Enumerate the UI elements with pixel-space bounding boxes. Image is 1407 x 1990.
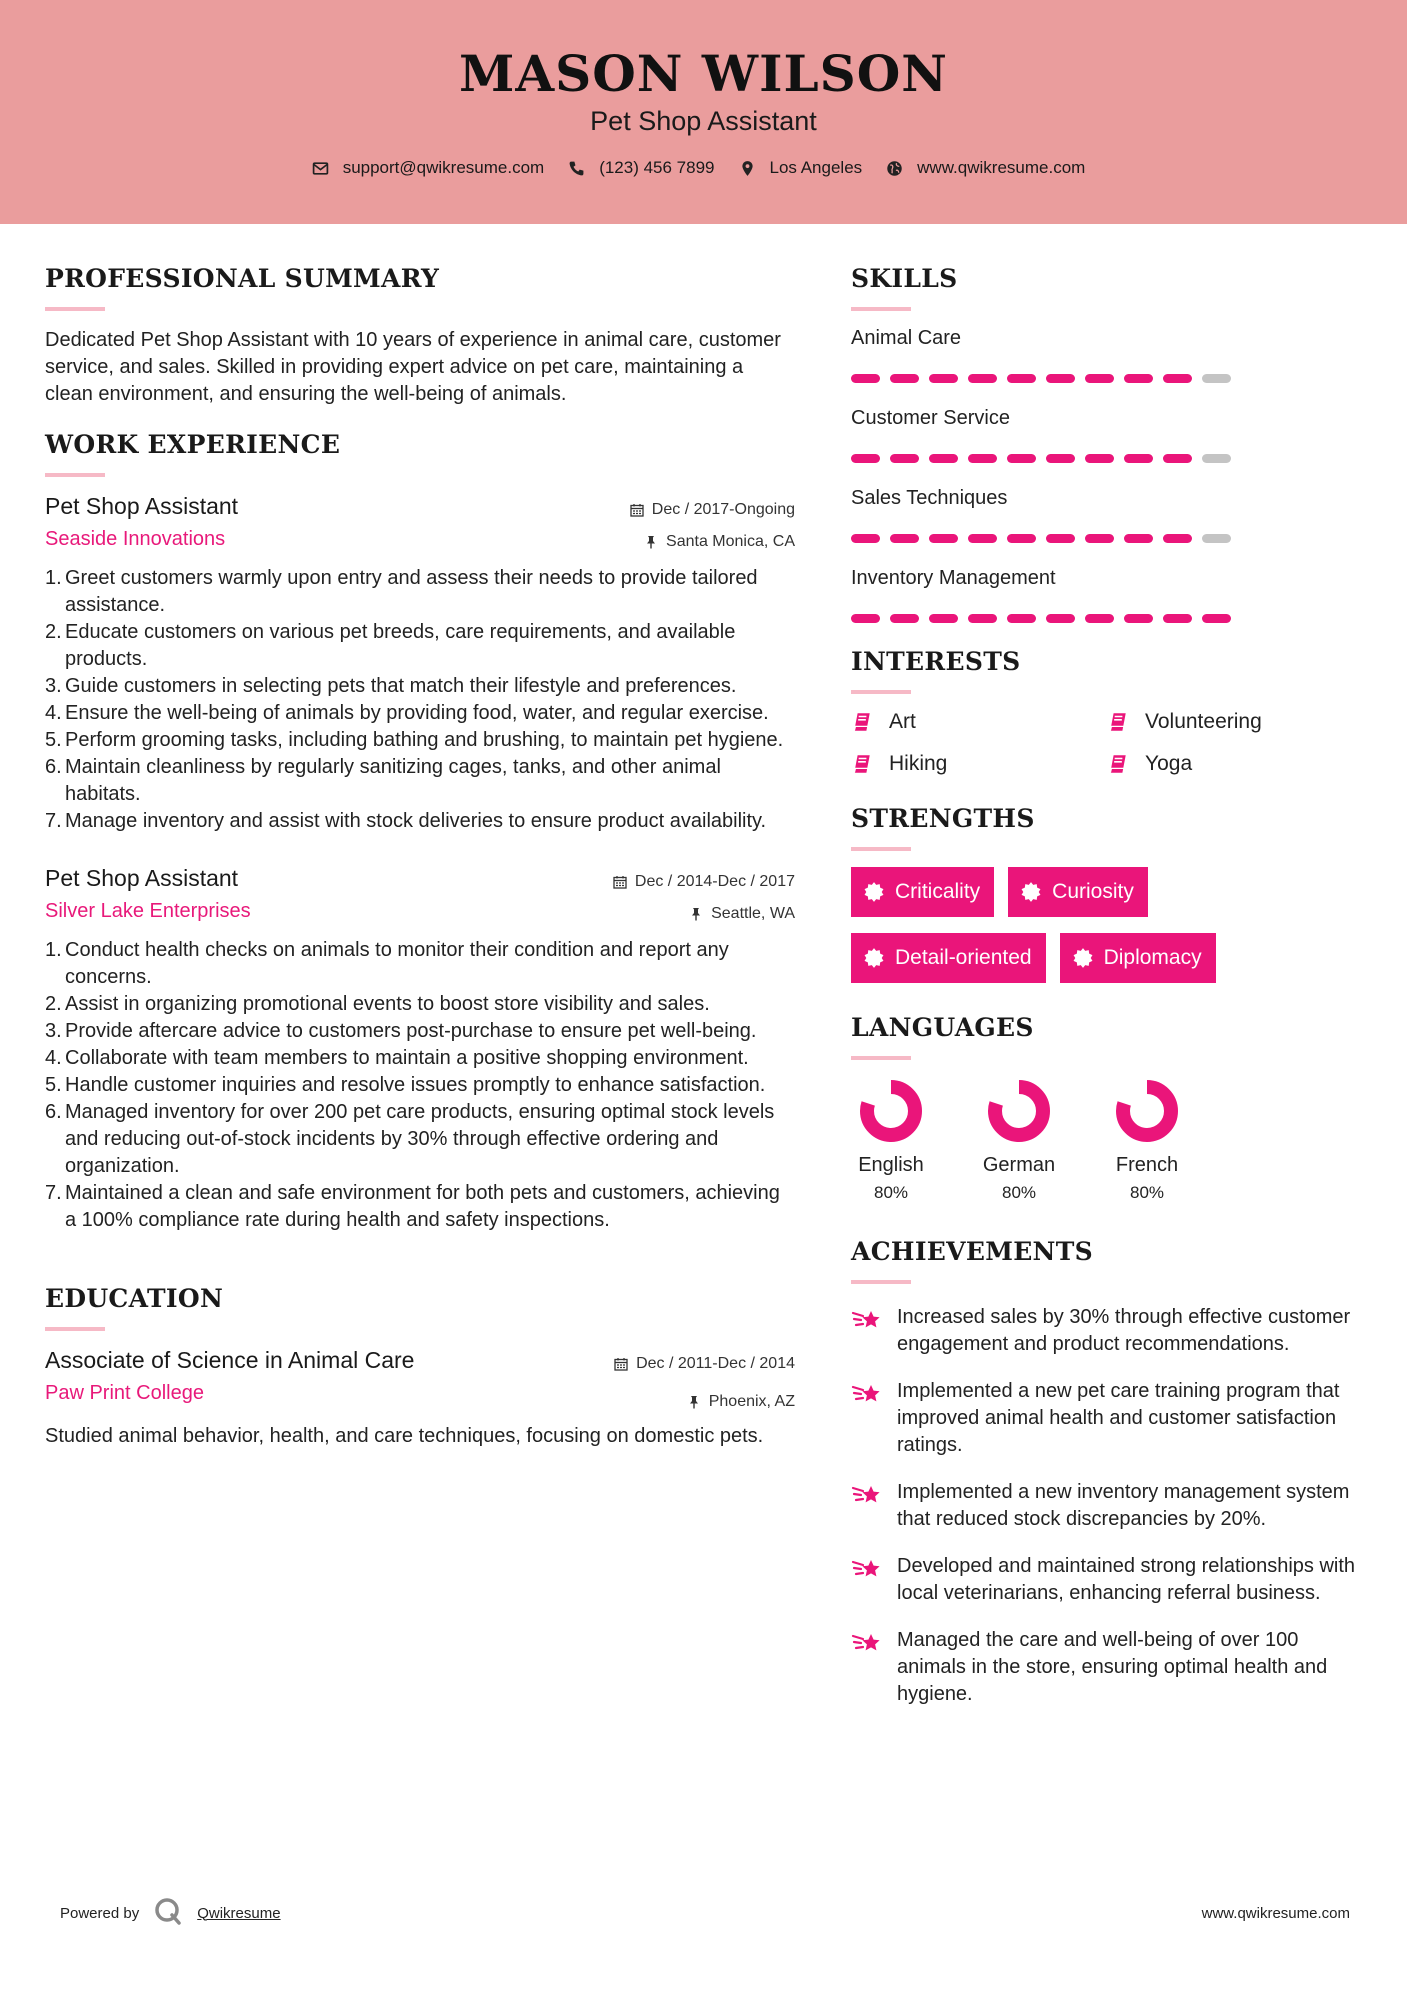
duty-text: Educate customers on various pet breeds, care requirements, and available products.: [65, 621, 736, 670]
skill-segment-filled: [929, 454, 958, 463]
strength-label: Curiosity: [1052, 880, 1134, 903]
skill-segment-filled: [1007, 614, 1036, 623]
skill-segment-filled: [1046, 534, 1075, 543]
summary-section: [45, 264, 795, 408]
job-header: [45, 865, 795, 923]
duty-text: Managed inventory for over 200 pet care products, ensuring optimal stock levels and reducing out-of-stock incidents by 30% through effective ordering and organization.: [65, 1101, 775, 1177]
candidate-name: MASON WILSON: [459, 44, 948, 103]
skill-segment-filled: [1007, 374, 1036, 383]
section-divider: [45, 473, 105, 477]
interest-item: [851, 710, 1107, 734]
job-company: Silver Lake Enterprises: [45, 900, 251, 922]
skill-segment-filled: [968, 454, 997, 463]
skill-segment-filled: [1085, 534, 1114, 543]
book-icon: [1107, 711, 1129, 733]
interests-title: INTERESTS: [851, 647, 1021, 676]
language-percent: 80%: [873, 1183, 909, 1202]
right-column: [851, 264, 1361, 1728]
skill-name: Customer Service: [851, 407, 1010, 429]
strength-chip: [851, 867, 994, 917]
languages-section: [851, 1013, 1361, 1203]
interests-section: [851, 647, 1361, 776]
pushpin-icon: [687, 1395, 701, 1409]
skill-name: Animal Care: [851, 327, 962, 349]
interest-item: [851, 752, 1107, 776]
strength-chip: [1060, 933, 1216, 983]
achievement-text: Developed and maintained strong relationships with local veterinarians, enhancing referral business.: [897, 1555, 1356, 1604]
interest-label: Hiking: [889, 752, 948, 775]
skill-level-bar: [851, 454, 1361, 463]
strengths-title: STRENGTHS: [851, 804, 1035, 833]
section-divider: [851, 847, 911, 851]
interest-item: [1107, 752, 1327, 776]
education-description: Studied animal behavior, health, and care techniques, focusing on domestic pets.: [45, 1425, 764, 1447]
achievement-item: [851, 1627, 1361, 1708]
shooting-star-icon: [851, 1553, 885, 1583]
achievements-section: [851, 1237, 1361, 1708]
badge-icon: [1020, 881, 1042, 903]
strength-label: Diplomacy: [1103, 946, 1202, 969]
skill-segment-filled: [1163, 454, 1192, 463]
interest-label: Volunteering: [1145, 710, 1262, 733]
duty-item: 6. Managed inventory for over 200 pet care products, ensuring optimal stock levels and reducing out-of-stock incidents by 30% through effective ordering and organization.: [45, 1099, 795, 1180]
candidate-role: Pet Shop Assistant: [590, 106, 817, 136]
language-ring-arc: [1123, 1087, 1171, 1135]
summary-title: PROFESSIONAL SUMMARY: [45, 264, 440, 293]
badge-icon: [863, 947, 885, 969]
language-name: English: [858, 1154, 924, 1176]
achievement-text: Managed the care and well-being of over 100 animals in the store, ensuring optimal health and hygiene.: [897, 1629, 1328, 1705]
skill-segment-filled: [1202, 614, 1231, 623]
contact-website[interactable]: [886, 158, 1085, 178]
achievements-title: ACHIEVEMENTS: [851, 1237, 1093, 1266]
languages-list: [851, 1076, 1361, 1203]
shooting-star-icon: [851, 1627, 885, 1657]
language-name: French: [1115, 1154, 1179, 1176]
degree-title: Associate of Science in Animal Care: [45, 1347, 415, 1373]
duty-text: Handle customer inquiries and resolve issues promptly to enhance satisfaction.: [65, 1074, 766, 1096]
language-ring: [984, 1076, 1054, 1146]
duty-item: 5. Handle customer inquiries and resolve issues promptly to enhance satisfaction.: [45, 1072, 795, 1099]
duty-item: 2. Assist in organizing promotional events to boost store visibility and sales.: [45, 991, 795, 1018]
skill-segment-filled: [968, 614, 997, 623]
duty-item: 2. Educate customers on various pet breeds, care requirements, and available products.: [45, 619, 795, 673]
globe-icon: [886, 160, 903, 177]
interest-label: Yoga: [1145, 752, 1193, 775]
language-item: [979, 1076, 1059, 1203]
language-ring-arc: [867, 1087, 915, 1135]
skill-segment-filled: [1046, 614, 1075, 623]
skill-segment-filled: [929, 614, 958, 623]
skill-item: [851, 567, 1361, 623]
school-name: Paw Print College: [45, 1382, 204, 1404]
skill-segment-filled: [851, 454, 880, 463]
job-location-text: Santa Monica, CA: [666, 533, 795, 550]
strength-label: Detail-oriented: [895, 946, 1032, 969]
skill-item: [851, 407, 1361, 463]
language-item: [851, 1076, 931, 1203]
skill-segment-filled: [968, 374, 997, 383]
achievements-list: [851, 1304, 1361, 1708]
duty-text: Greet customers warmly upon entry and assess their needs to provide tailored assistance.: [65, 567, 758, 616]
skill-segment-filled: [851, 614, 880, 623]
job-location-text: Seattle, WA: [711, 905, 795, 922]
skill-name: Inventory Management: [851, 567, 1056, 589]
book-icon: [851, 711, 873, 733]
skill-level-bar: [851, 614, 1361, 623]
education-location-text: Phoenix, AZ: [708, 1393, 795, 1410]
duty-text: Provide aftercare advice to customers post-purchase to ensure pet well-being.: [65, 1020, 757, 1042]
skill-segment-filled: [1163, 614, 1192, 623]
pushpin-icon: [689, 907, 703, 921]
skill-name: Sales Techniques: [851, 487, 1008, 509]
duty-item: 6. Maintain cleanliness by regularly sanitizing cages, tanks, and other animal habitats.: [45, 754, 795, 808]
duty-item: 3. Guide customers in selecting pets that match their lifestyle and preferences.: [45, 673, 795, 700]
job-dates-text: Dec / 2017-Ongoing: [651, 501, 795, 518]
section-divider: [45, 307, 105, 311]
contact-phone[interactable]: [568, 158, 714, 178]
achievement-item: [851, 1479, 1361, 1533]
skill-segment-empty: [1202, 374, 1231, 383]
qwikresume-logo-icon: [153, 1896, 183, 1930]
job-header: [45, 493, 795, 551]
job-title: Pet Shop Assistant: [45, 865, 239, 891]
achievement-item: [851, 1378, 1361, 1459]
skill-segment-filled: [1124, 534, 1153, 543]
skill-segment-filled: [1124, 454, 1153, 463]
duty-item: 7. Maintained a clean and safe environment for both pets and customers, achieving a 100% compliance rate during health and safety inspections.: [45, 1180, 795, 1234]
job-company: Seaside Innovations: [45, 528, 226, 550]
skill-segment-filled: [1046, 374, 1075, 383]
skill-segment-filled: [851, 374, 880, 383]
job-dates-text: Dec / 2014-Dec / 2017: [634, 873, 795, 890]
skill-segment-filled: [968, 534, 997, 543]
pushpin-icon: [644, 535, 658, 549]
skill-segment-filled: [890, 454, 919, 463]
language-percent: 80%: [1001, 1183, 1037, 1202]
education-location: [614, 1393, 795, 1411]
duty-item: 4. Ensure the well-being of animals by providing food, water, and regular exercise.: [45, 700, 795, 727]
resume-header: [0, 0, 1407, 224]
contact-bar: [0, 158, 1407, 178]
skill-segment-filled: [929, 374, 958, 383]
education-dates-text: Dec / 2011-Dec / 2014: [636, 1355, 795, 1372]
website-text: www.qwikresume.com: [917, 158, 1086, 177]
duty-text: Conduct health checks on animals to monitor their condition and report any concerns.: [65, 939, 729, 988]
badge-icon: [863, 881, 885, 903]
email-text: support@qwikresume.com: [342, 158, 545, 177]
skill-segment-filled: [1007, 534, 1036, 543]
skill-level-bar: [851, 374, 1361, 383]
skill-item: [851, 327, 1361, 383]
summary-text: Dedicated Pet Shop Assistant with 10 years of experience in animal care, customer service, and sales. Skilled in providing expert advice on pet care, maintaining a clean environment, and ensuring the well-being of animals.: [45, 329, 781, 405]
duty-text: Ensure the well-being of animals by providing food, water, and regular exercise.: [65, 702, 769, 724]
skill-segment-filled: [1085, 614, 1114, 623]
interest-item: [1107, 710, 1327, 734]
duty-text: Guide customers in selecting pets that match their lifestyle and preferences.: [65, 675, 737, 697]
duty-text: Maintained a clean and safe environment for both pets and customers, achieving a 100% compliance rate during health and safety inspections.: [65, 1182, 780, 1231]
section-divider: [851, 1280, 911, 1284]
duty-text: Assist in organizing promotional events to boost store visibility and sales.: [65, 993, 710, 1015]
location-text: Los Angeles: [769, 158, 863, 177]
skills-title: SKILLS: [851, 264, 958, 293]
map-pin-icon: [739, 160, 756, 177]
job-dates: [613, 873, 795, 891]
strength-chip: [851, 933, 1046, 983]
strengths-section: [851, 804, 1361, 983]
skill-segment-filled: [1163, 374, 1192, 383]
skill-segment-filled: [1085, 374, 1114, 383]
book-icon: [1107, 753, 1129, 775]
strengths-list: [851, 867, 1291, 983]
duty-text: Collaborate with team members to maintain a positive shopping environment.: [65, 1047, 749, 1069]
education-title: EDUCATION: [45, 1284, 224, 1313]
language-ring: [1112, 1076, 1182, 1146]
section-divider: [851, 1056, 911, 1060]
duty-item: 7. Manage inventory and assist with stock deliveries to ensure product availability.: [45, 808, 795, 835]
language-ring: [856, 1076, 926, 1146]
achievement-text: Implemented a new pet care training program that improved animal health and customer satisfaction ratings.: [897, 1380, 1340, 1456]
duty-item: 1. Conduct health checks on animals to monitor their condition and report any concerns.: [45, 937, 795, 991]
calendar-icon: [614, 1357, 628, 1371]
skill-segment-empty: [1202, 534, 1231, 543]
duty-text: Manage inventory and assist with stock deliveries to ensure product availability.: [65, 810, 767, 832]
duty-item: 1. Greet customers warmly upon entry and assess their needs to provide tailored assistance.: [45, 565, 795, 619]
shooting-star-icon: [851, 1479, 885, 1509]
achievement-text: Implemented a new inventory management system that reduced stock discrepancies by 20%.: [897, 1481, 1350, 1530]
achievement-item: [851, 1553, 1361, 1607]
strength-label: Criticality: [895, 880, 981, 903]
duty-text: Perform grooming tasks, including bathing and brushing, to maintain pet hygiene.: [65, 729, 784, 751]
achievement-item: [851, 1304, 1361, 1358]
duty-item: 3. Provide aftercare advice to customers post-purchase to ensure pet well-being.: [45, 1018, 795, 1045]
skills-list: [851, 327, 1361, 623]
job-dates: [630, 501, 795, 519]
job-entry: [45, 865, 795, 1234]
calendar-icon: [613, 875, 627, 889]
skill-segment-filled: [1124, 614, 1153, 623]
skill-segment-filled: [1124, 374, 1153, 383]
language-ring-arc: [995, 1087, 1043, 1135]
work-section: [45, 430, 795, 1234]
book-icon: [851, 753, 873, 775]
skill-item: [851, 487, 1361, 543]
powered-by-label: Powered by: [60, 1904, 140, 1922]
education-section: [45, 1284, 795, 1450]
achievement-text: Increased sales by 30% through effective customer engagement and product recommendations.: [897, 1306, 1351, 1355]
languages-title: LANGUAGES: [851, 1013, 1034, 1042]
education-dates: [614, 1355, 795, 1373]
shooting-star-icon: [851, 1304, 885, 1334]
job-location: [613, 905, 795, 923]
duty-text: Maintain cleanliness by regularly sanitizing cages, tanks, and other animal habitats.: [65, 756, 721, 805]
language-item: [1107, 1076, 1187, 1203]
skill-segment-filled: [890, 534, 919, 543]
powered-by: [60, 1896, 281, 1930]
duty-list: [45, 937, 795, 1234]
skill-segment-empty: [1202, 454, 1231, 463]
section-divider: [851, 690, 911, 694]
interest-label: Art: [889, 710, 916, 733]
duty-item: 5. Perform grooming tasks, including bathing and brushing, to maintain pet hygiene.: [45, 727, 795, 754]
contact-email[interactable]: [312, 158, 545, 178]
section-divider: [45, 1327, 105, 1331]
work-title: WORK EXPERIENCE: [45, 430, 341, 459]
education-header: [45, 1347, 795, 1411]
job-title: Pet Shop Assistant: [45, 493, 239, 519]
footer-website-link[interactable]: www.qwikresume.com: [1201, 1904, 1350, 1922]
contact-location: [739, 158, 863, 178]
section-divider: [851, 307, 911, 311]
page-footer: [60, 1896, 1350, 1930]
brand-link[interactable]: Qwikresume: [197, 1904, 281, 1922]
skill-segment-filled: [890, 614, 919, 623]
skills-section: [851, 264, 1361, 623]
duty-item: 4. Collaborate with team members to maintain a positive shopping environment.: [45, 1045, 795, 1072]
language-percent: 80%: [1129, 1183, 1165, 1202]
skill-segment-filled: [1007, 454, 1036, 463]
strength-chip: [1008, 867, 1148, 917]
left-column: [45, 264, 795, 1450]
skill-level-bar: [851, 534, 1361, 543]
skill-segment-filled: [1163, 534, 1192, 543]
calendar-icon: [630, 503, 644, 517]
shooting-star-icon: [851, 1378, 885, 1408]
skill-segment-filled: [1046, 454, 1075, 463]
duty-list: [45, 565, 795, 835]
language-name: German: [982, 1154, 1056, 1176]
job-entry: [45, 493, 795, 835]
skill-segment-filled: [851, 534, 880, 543]
interests-list: [851, 710, 1361, 776]
job-location: [630, 533, 795, 551]
phone-text: (123) 456 7899: [599, 158, 715, 177]
envelope-icon: [312, 160, 329, 177]
skill-segment-filled: [929, 534, 958, 543]
phone-icon: [568, 160, 585, 177]
skill-segment-filled: [890, 374, 919, 383]
skill-segment-filled: [1085, 454, 1114, 463]
badge-icon: [1072, 947, 1094, 969]
